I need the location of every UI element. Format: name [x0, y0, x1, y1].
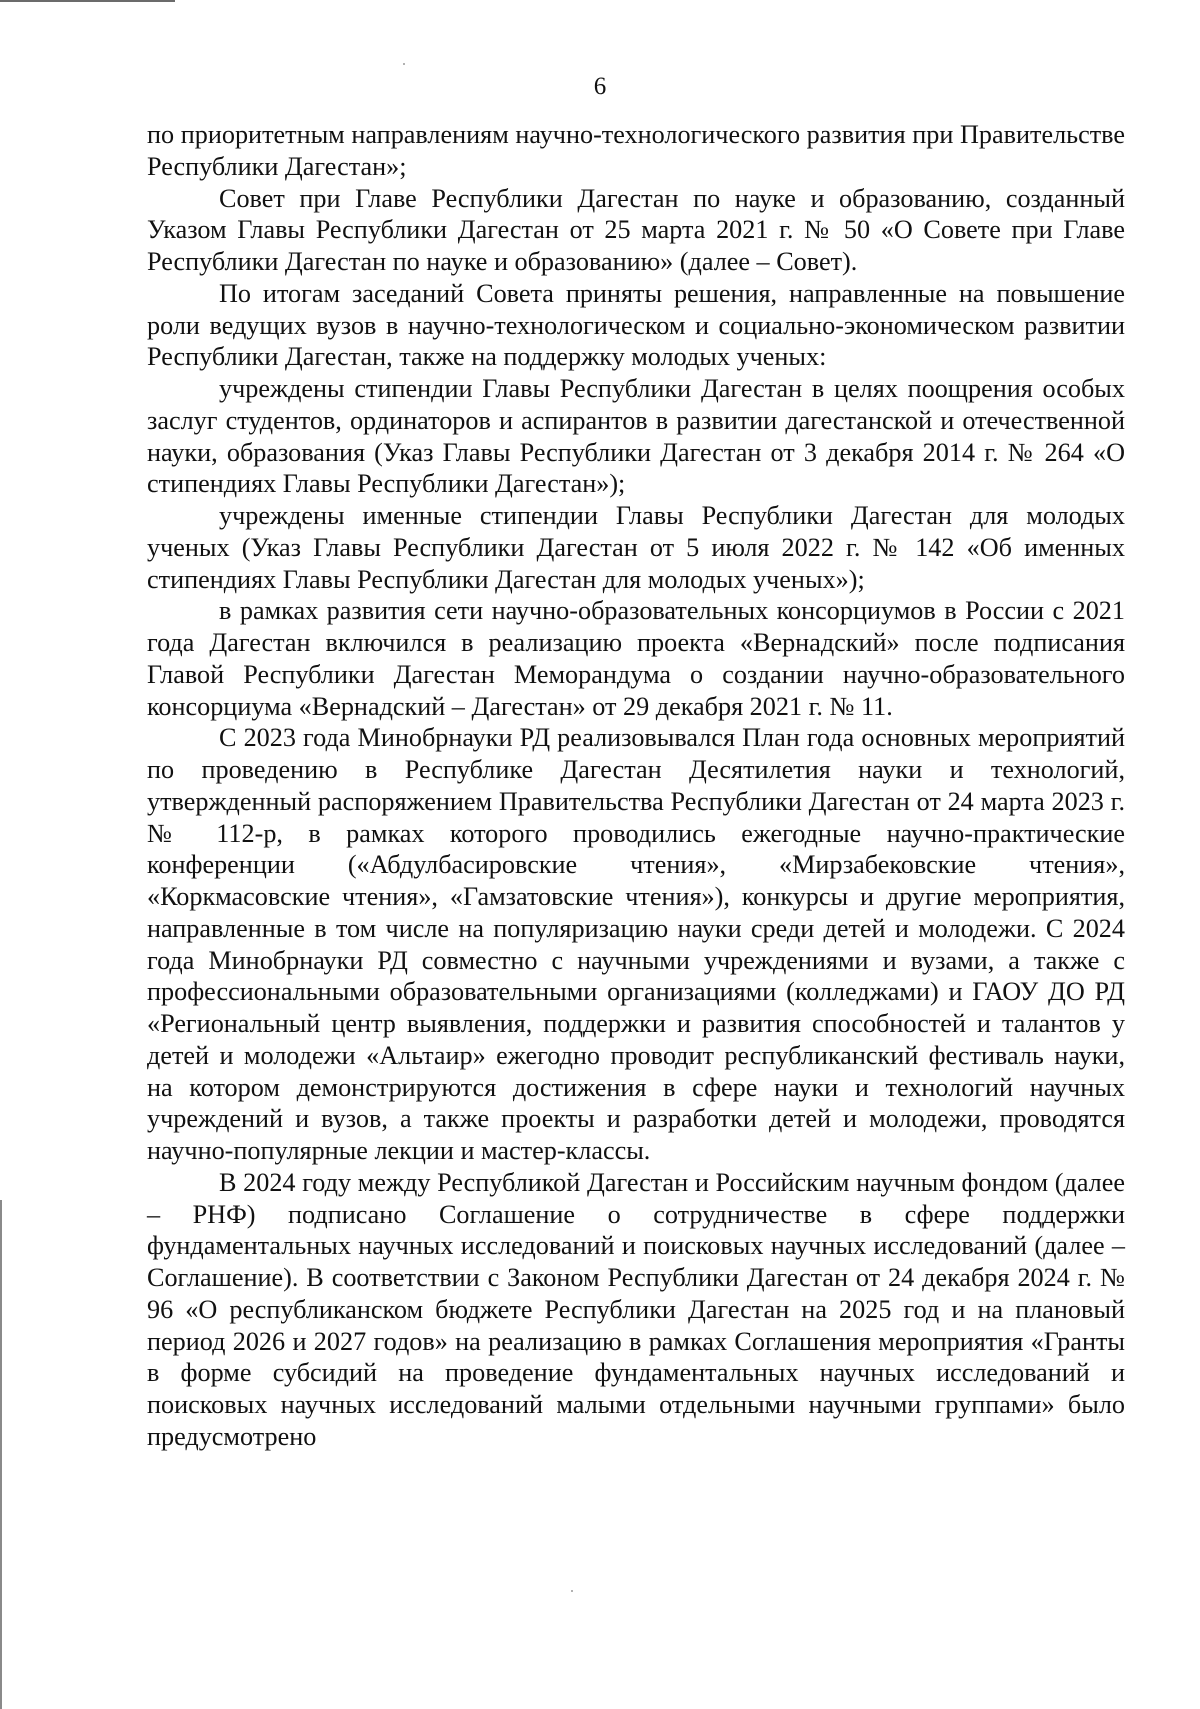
paragraph-council-decisions: По итогам заседаний Совета приняты решения, направленные на повышение роли ведущих вузов в научно-технологическом и социально-экономическом развитии Республики Дагестан, также на поддержку молодых ученых: — [147, 278, 1125, 372]
paragraph-vernadsky-consortium: в рамках развития сети научно-образовательных консорциумов в России с 2021 года Дагестан включился в реализацию проекта «Вернадский» после подписания Главой Республики Дагестан Меморандума о создании научно-образовательного консорциума «Вернадский – Дагестан» от 29 декабря 2021 г. № 11. — [147, 596, 1125, 721]
paragraph-science-council: Совет при Главе Республики Дагестан по науке и образованию, созданный Указом Главы Республики Дагестан от 25 марта 2021 г. № 50 «О Совете при Главе Республики Дагестан по науке и образованию» (далее – Совет). — [147, 183, 1125, 276]
scan-border-left — [0, 1200, 2, 1709]
scan-border-top — [0, 0, 175, 2]
paragraph-council-name-end: по приоритетным направлениям научно-технологического развития при Правительстве Республики Дагестан»; — [147, 120, 1125, 181]
paragraph-young-scientist-scholarships: учреждены именные стипендии Главы Республики Дагестан для молодых ученых (Указ Главы Республики Дагестан от 5 июля 2022 г. № 142 «Об именных стипендиях Главы Республики Дагестан для молодых ученых»); — [147, 501, 1125, 594]
scan-speck — [403, 63, 405, 65]
paragraph-student-scholarships: учреждены стипендии Главы Республики Дагестан в целях поощрения особых заслуг студентов, ординаторов и аспирантов в развитии дагестанской и отечественной науки, образования (Указ Главы Республики Дагестан от 3 декабря 2014 г. № 264 «О стипендиях Главы Республики Дагестан»); — [147, 374, 1125, 499]
document-body — [147, 119, 1125, 1453]
paragraph-science-decade-plan: С 2023 года Минобрнауки РД реализовывался План года основных мероприятий по проведению в Республике Дагестан Десятилетия науки и технологий, утвержденный распоряжением Правительства Республики Дагестан от 24 марта 2023 г. № 112-р, в рамках которого проводились ежегодные научно-практические конференции («Абдулбасировские чтения», «Мирзабековские чтения», «Коркмасовские чтения», «Гамзатовские чтения»), конкурсы и другие мероприятия, направленные в том числе на популяризацию науки среди детей и молодежи. С 2024 года Минобрнауки РД совместно с научными учреждениями и вузами, а также с профессиональными образовательными организациями (колледжами) и ГАОУ ДО РД «Региональный центр выявления, поддержки и развития способностей и талантов у детей и молодежи «Альтаир» ежегодно проводит республиканский фестиваль науки, на котором демонстрируются достижения в сфере науки и технологий научных учреждений и вузов, а также проекты и разработки детей и молодежи, проводятся научно-популярные лекции и мастер-классы. — [147, 723, 1125, 1165]
paragraph-rnf-agreement: В 2024 году между Республикой Дагестан и Российским научным фондом (далее – РНФ) подписано Соглашение о сотрудничестве в сфере поддержки фундаментальных научных исследований и поисковых научных исследований (далее – Соглашение). В соответствии с Законом Республики Дагестан от 24 декабря 2024 г. № 96 «О республиканском бюджете Республики Дагестан на 2025 год и на плановый период 2026 и 2027 годов» на реализацию в рамках Соглашения мероприятия «Гранты в форме субсидий на проведение фундаментальных научных исследований и поисковых научных исследований малыми отдельными научными группами» было предусмотрено — [147, 1167, 1125, 1451]
scan-speck — [571, 1590, 573, 1592]
page-number: 6 — [593, 73, 607, 100]
